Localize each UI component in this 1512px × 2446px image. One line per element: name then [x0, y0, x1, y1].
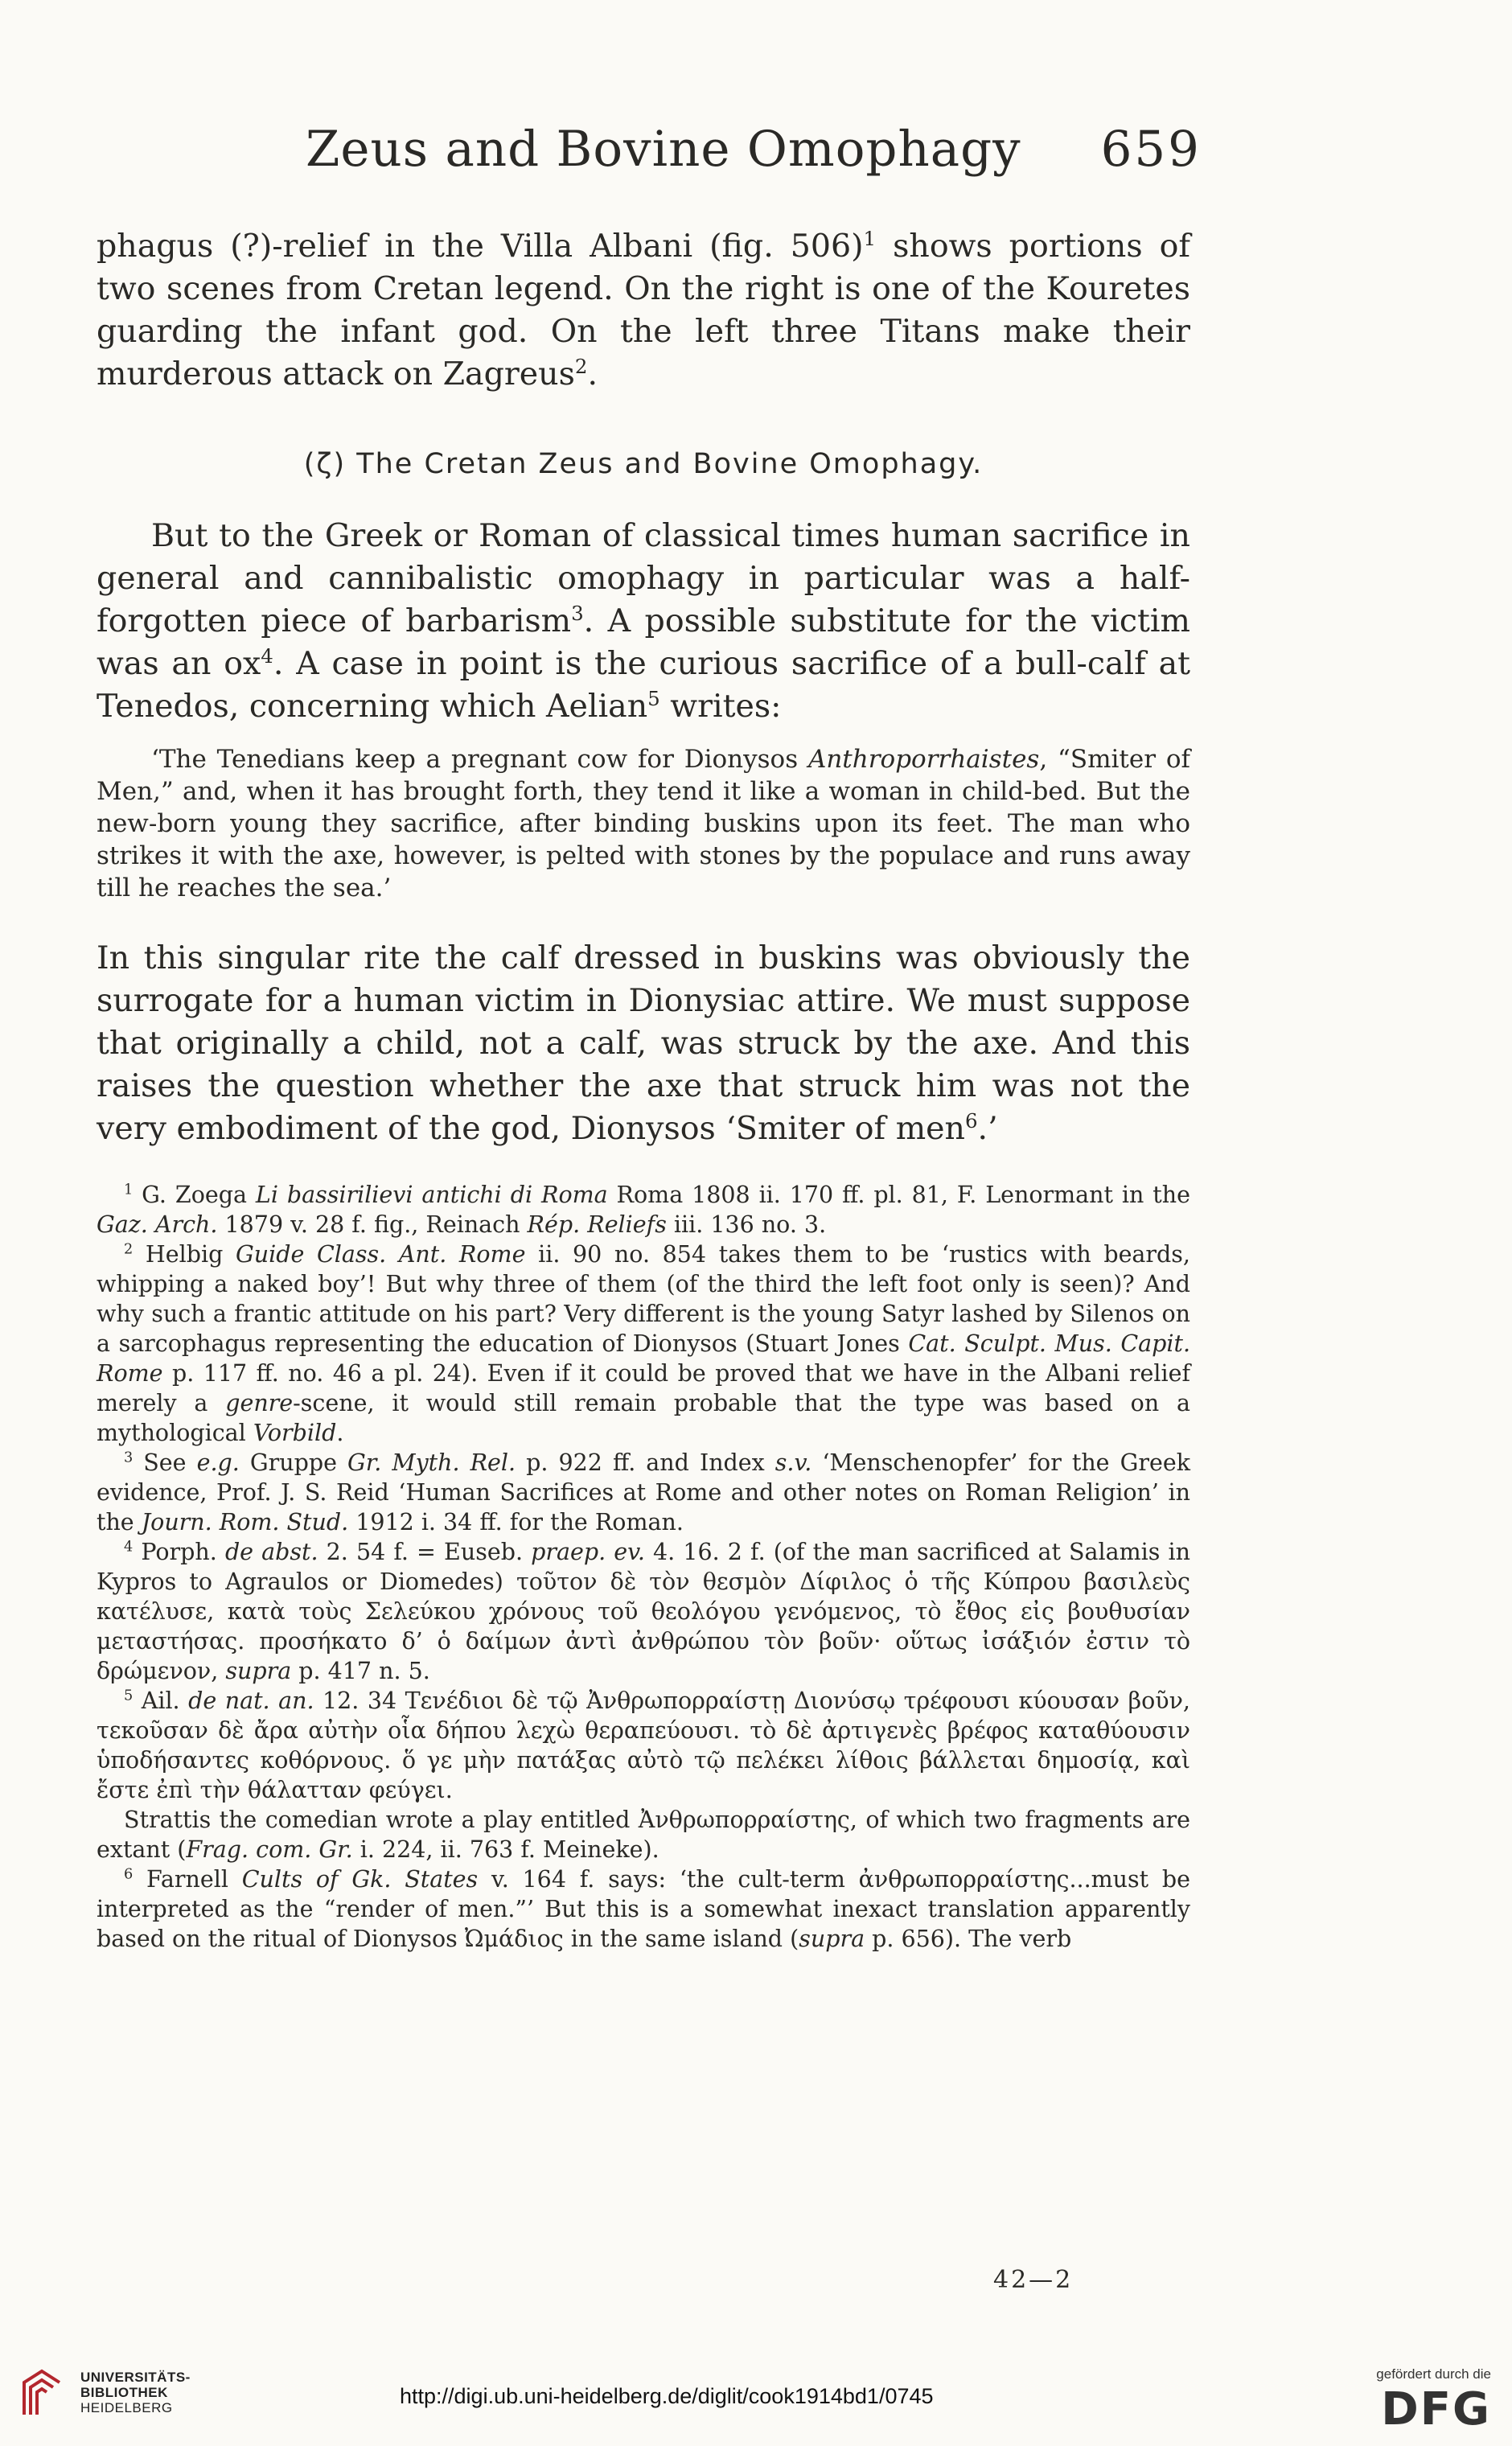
page-number: 659 [1100, 121, 1202, 178]
footnote-ref-1[interactable]: 1 [863, 226, 877, 250]
footnotes [97, 1180, 1190, 1954]
footnote-6: $^6$ Farnell Cults of Gk. States v. 164 f. says: ‘the cult-term ἀνθρωπορραίστης...must be interpreted as the “render of men.”’ But this is a somewhat inexact translation apparently based on the ritual of Dionysos Ὠμάδιος in the same island (supra p. 656). The verb [97, 1866, 1190, 1952]
continuation-text: phagus (?)-relief in the Villa Albani (fig. 506)$^1$ shows portions of two scenes from Cretan legend. On the right is one of the Kouretes guarding the infant god. On the left three Titans make their murderous attack on Zagreus$^2$. [97, 226, 1190, 393]
footnote-1: $^1$ G. Zoega Li bassirilievi antichi di Roma Roma 1808 ii. 170 ff. pl. 81, F. Lenormant in the Gaz. Arch. 1879 v. 28 f. fig., Reinach Rép. Reliefs iii. 136 no. 3. [97, 1182, 1190, 1238]
funded-by-label: gefördert durch die [1376, 2366, 1491, 2382]
continuation-paragraph [97, 225, 1190, 396]
paragraph-2 [97, 937, 1190, 1150]
source-url-link[interactable]: http://digi.ub.uni-heidelberg.de/diglit/cook1914bd1/0745 [400, 2384, 934, 2408]
running-head [306, 121, 1202, 193]
footnote-2: $^2$ Helbig Guide Class. Ant. Rome ii. 90 no. 854 takes them to be ‘rustics with beards, whipping a naked boy’! But why three of them (of the third the left foot only is seen)? And why such a frantic attitude on his part? Very different is the young Satyr lashed by Silenos on a sarcophagus representing the education of Dionysos (Stuart Jones Cat. Sculpt. Mus. Capit. Rome p. 117 ff. no. 46 a pl. 24). Even if it could be proved that we have in the Albani relief merely a genre-scene, it would still remain probable that the type was based on a mythological Vorbild. [97, 1241, 1191, 1446]
paragraph-2-text: In this singular rite the calf dressed in buskins was obviously the surrogate for a human victim in Dionysiac attire. We must suppose that originally a child, not a calf, was struck by the axe. And this raises the question whether the axe that struck him was not the very embodiment of the god, Dionysos ‘Smiter of men$^6$.’ [97, 939, 1190, 1147]
paragraph-1 [97, 515, 1190, 728]
quotation-text: ‘The Tenedians keep a pregnant cow for Dionysos Anthroporrhaistes, “Smiter of Men,” and, when it has brought forth, they tend it like a woman in child-bed. But the new-born young they sacrifice, after binding buskins upon its feet. The man who strikes it with the axe, however, is pelted with stones by the populace and runs away till he reaches the sea.’ [97, 745, 1190, 902]
footnote-5-continued: Strattis the comedian wrote a play entitled Ἀνθρωπορραίστης, of which two fragments are extant (Frag. com. Gr. i. 224, ii. 763 f. Meineke). [97, 1807, 1190, 1863]
footnote-ref-5[interactable]: 5 [647, 686, 660, 710]
running-title: Zeus and Bovine Omophagy [306, 121, 1021, 178]
footnote-ref-6[interactable]: 6 [964, 1108, 978, 1133]
university-library-logo-icon [18, 2365, 66, 2421]
dfg-logo: DFG [1381, 2383, 1491, 2436]
footnote-5: $^5$ Ail. de nat. an. 12. 34 Τενέδιοι δὲ τῷ Ἀνθρωπορραίστῃ Διονύσῳ τρέφουσι κύουσαν βοῦν, τεκοῦσαν δὲ ἄρα αὐτὴν οἷα δήπου λεχὼ θεραπεύουσι. τὸ δὲ ἀρτιγενὲς βρέφος καταθύουσιν ὑποδήσαντες κοθόρνους. ὅ γε μὴν πατάξας αὐτὸ τῷ πελέκει λίθοις βάλλεται δημοσίᾳ, καὶ ἔστε ἐπὶ τὴν θάλατταν φεύγει. [97, 1688, 1190, 1803]
epithet: Anthroporrhaistes [807, 745, 1040, 774]
university-library-name: UNIVERSITÄTS- BIBLIOTHEK HEIDELBERG [80, 2370, 191, 2415]
section-heading: (ζ) The Cretan Zeus and Bovine Omophagy. [303, 448, 984, 480]
footnote-4: $^4$ Porph. de abst. 2. 54 f. = Euseb. praep. ev. 4. 16. 2 f. (of the man sacrificed at Salamis in Kypros to Agraulos or Diomedes) τοῦτον δὲ τὸν θεσμὸν Δίφιλος ὁ τῆς Κύπρου βασιλεὺς κατέλυσε, κατὰ τοὺς Σελεύκου χρόνους τοῦ θεολόγου γενόμενος, τὸ ἔθος εἰς βουθυσίαν μεταστήσας. προσήκατο δ’ ὁ δαίμων ἀντὶ ἀνθρώπου τὸν βοῦν· οὕτως ἰσάξιόν ἐστιν τὸ δρώμενον, supra p. 417 n. 5. [97, 1539, 1191, 1684]
library-footer [0, 2300, 1512, 2446]
footnote-3: $^3$ See e.g. Gruppe Gr. Myth. Rel. p. 922 ff. and Index s.v. ‘Menschenopfer’ for the Greek evidence, Prof. J. S. Reid ‘Human Sacrifices at Rome and other notes on Roman Religion’ in the Journ. Rom. Stud. 1912 i. 34 ff. for the Roman. [97, 1449, 1190, 1535]
footnote-ref-3[interactable]: 3 [571, 601, 584, 625]
footnote-ref-4[interactable]: 4 [261, 643, 273, 668]
signature-mark: 42—2 [993, 2266, 1074, 2294]
paragraph-1-text: But to the Greek or Roman of classical times human sacrifice in general and cannibalistic omophagy in particular was a half-forgotten piece of barbarism$^3$. A possible substitute for the victim was an $ox^4$. A case in point is the curious sacrifice of a bull-calf at Tenedos, concerning which Aelian$^5$ writes: [97, 517, 1190, 725]
quotation [97, 743, 1190, 904]
footnote-ref-2[interactable]: 2 [574, 354, 588, 378]
